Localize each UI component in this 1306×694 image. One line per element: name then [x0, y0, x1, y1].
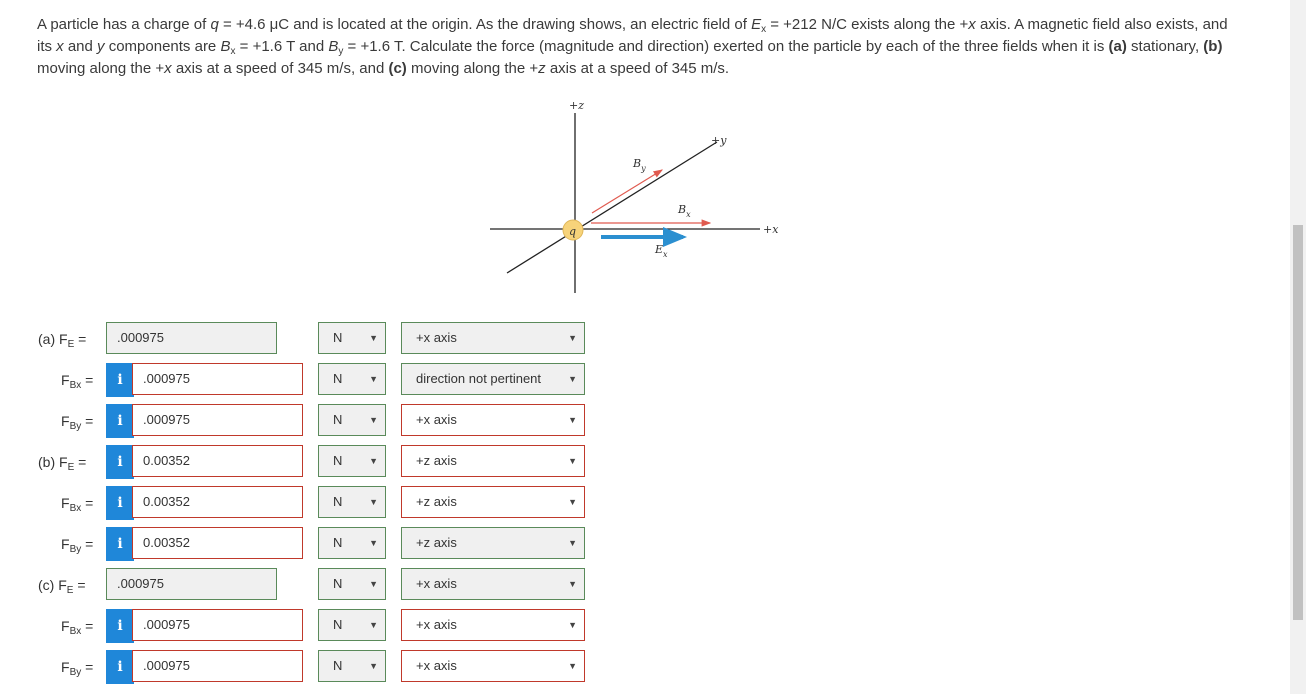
direction-select[interactable]: +x axis ▼	[401, 568, 585, 600]
chevron-down-icon: ▼	[568, 579, 577, 589]
q-label: q	[569, 225, 577, 238]
x-label: +x	[763, 223, 779, 236]
chevron-down-icon: ▼	[369, 661, 378, 671]
chevron-down-icon: ▼	[568, 538, 577, 548]
info-icon[interactable]: i	[106, 404, 134, 438]
info-icon[interactable]: i	[106, 650, 134, 684]
row-label: $F_{Bx}$ =	[61, 372, 94, 391]
direction-select[interactable]: +z axis ▼	[401, 527, 585, 559]
field-diagram	[485, 95, 795, 300]
answer-row-b-fbx	[0, 486, 600, 520]
unit-select[interactable]: N ▼	[318, 527, 386, 559]
chevron-down-icon: ▼	[369, 374, 378, 384]
magnitude-input[interactable]: 0.00352	[132, 486, 303, 518]
chevron-down-icon: ▼	[369, 538, 378, 548]
row-label: $F_{By}$ =	[61, 536, 94, 555]
magnitude-input[interactable]: 0.00352	[132, 445, 303, 477]
row-label: $F_{By}$ =	[61, 413, 94, 432]
axes-figure	[485, 95, 795, 300]
info-icon[interactable]: i	[106, 445, 134, 479]
chevron-down-icon: ▼	[369, 456, 378, 466]
unit-select[interactable]: N ▼	[318, 568, 386, 600]
info-icon[interactable]: i	[106, 609, 134, 643]
unit-select[interactable]: N ▼	[318, 609, 386, 641]
row-label: (c) $F_E$ =	[38, 577, 86, 596]
scrollbar-thumb[interactable]	[1293, 225, 1303, 620]
direction-select[interactable]: direction not pertinent ▼	[401, 363, 585, 395]
magnitude-input[interactable]: .000975	[106, 322, 277, 354]
direction-select[interactable]: +x axis ▼	[401, 322, 585, 354]
info-icon[interactable]: i	[106, 486, 134, 520]
answer-row-a-fby	[0, 404, 600, 438]
answer-row-c-fbx	[0, 609, 600, 643]
chevron-down-icon: ▼	[369, 620, 378, 630]
unit-select[interactable]: N ▼	[318, 404, 386, 436]
answer-row-a-fe	[0, 322, 600, 356]
unit-select[interactable]: N ▼	[318, 322, 386, 354]
chevron-down-icon: ▼	[369, 333, 378, 343]
chevron-down-icon: ▼	[568, 497, 577, 507]
magnitude-input[interactable]: .000975	[132, 404, 303, 436]
unit-select[interactable]: N ▼	[318, 650, 386, 682]
magnitude-input[interactable]: .000975	[132, 650, 303, 682]
answer-row-c-fe	[0, 568, 600, 602]
info-icon[interactable]: i	[106, 363, 134, 397]
info-icon[interactable]: i	[106, 527, 134, 561]
unit-select[interactable]: N ▼	[318, 445, 386, 477]
magnitude-input[interactable]: 0.00352	[132, 527, 303, 559]
row-label: $F_{By}$ =	[61, 659, 94, 678]
chevron-down-icon: ▼	[568, 333, 577, 343]
direction-select[interactable]: +x axis ▼	[401, 650, 585, 682]
answer-row-a-fbx	[0, 363, 600, 397]
chevron-down-icon: ▼	[568, 415, 577, 425]
by-label: $B_y$	[633, 157, 646, 173]
z-label: +z	[569, 99, 585, 112]
chevron-down-icon: ▼	[369, 415, 378, 425]
unit-select[interactable]: N ▼	[318, 486, 386, 518]
chevron-down-icon: ▼	[568, 620, 577, 630]
direction-select[interactable]: +z axis ▼	[401, 486, 585, 518]
bx-label: $B_x$	[678, 203, 691, 219]
row-label: $F_{Bx}$ =	[61, 618, 94, 637]
row-label: $F_{Bx}$ =	[61, 495, 94, 514]
direction-select[interactable]: +x axis ▼	[401, 609, 585, 641]
direction-select[interactable]: +z axis ▼	[401, 445, 585, 477]
unit-select[interactable]: N ▼	[318, 363, 386, 395]
magnitude-input[interactable]: .000975	[132, 609, 303, 641]
magnitude-input[interactable]: .000975	[106, 568, 277, 600]
problem-statement: A particle has a charge of q = +4.6 μC and is located at the origin. As the drawing shows, an electric field of $E_x = +212$ N/C exists along the +x axis. A magnetic field also exists, and its x and y components are $B_x = +1.6$ T and $B_y = +1.6$ T. Calculate the force (magnitude and direction) exerted on the particle by each of the three fields when it is (a) stationary, (b) moving along the +x axis at a speed of 345 m/s, and (c) moving along the +z axis at a speed of 345 m/s.	[37, 16, 1228, 77]
y-label: +y	[711, 134, 727, 147]
chevron-down-icon: ▼	[568, 456, 577, 466]
chevron-down-icon: ▼	[369, 579, 378, 589]
chevron-down-icon: ▼	[568, 374, 577, 384]
row-label: (a) $F_E$ =	[38, 331, 87, 350]
ex-label: $E_x$	[655, 243, 668, 259]
answer-row-c-fby	[0, 650, 600, 684]
chevron-down-icon: ▼	[568, 661, 577, 671]
magnitude-input[interactable]: .000975	[132, 363, 303, 395]
direction-select[interactable]: +x axis ▼	[401, 404, 585, 436]
by-arrow	[592, 170, 662, 213]
chevron-down-icon: ▼	[369, 497, 378, 507]
answer-row-b-fby	[0, 527, 600, 561]
row-label: (b) $F_E$ =	[38, 454, 87, 473]
answer-row-b-fe	[0, 445, 600, 479]
